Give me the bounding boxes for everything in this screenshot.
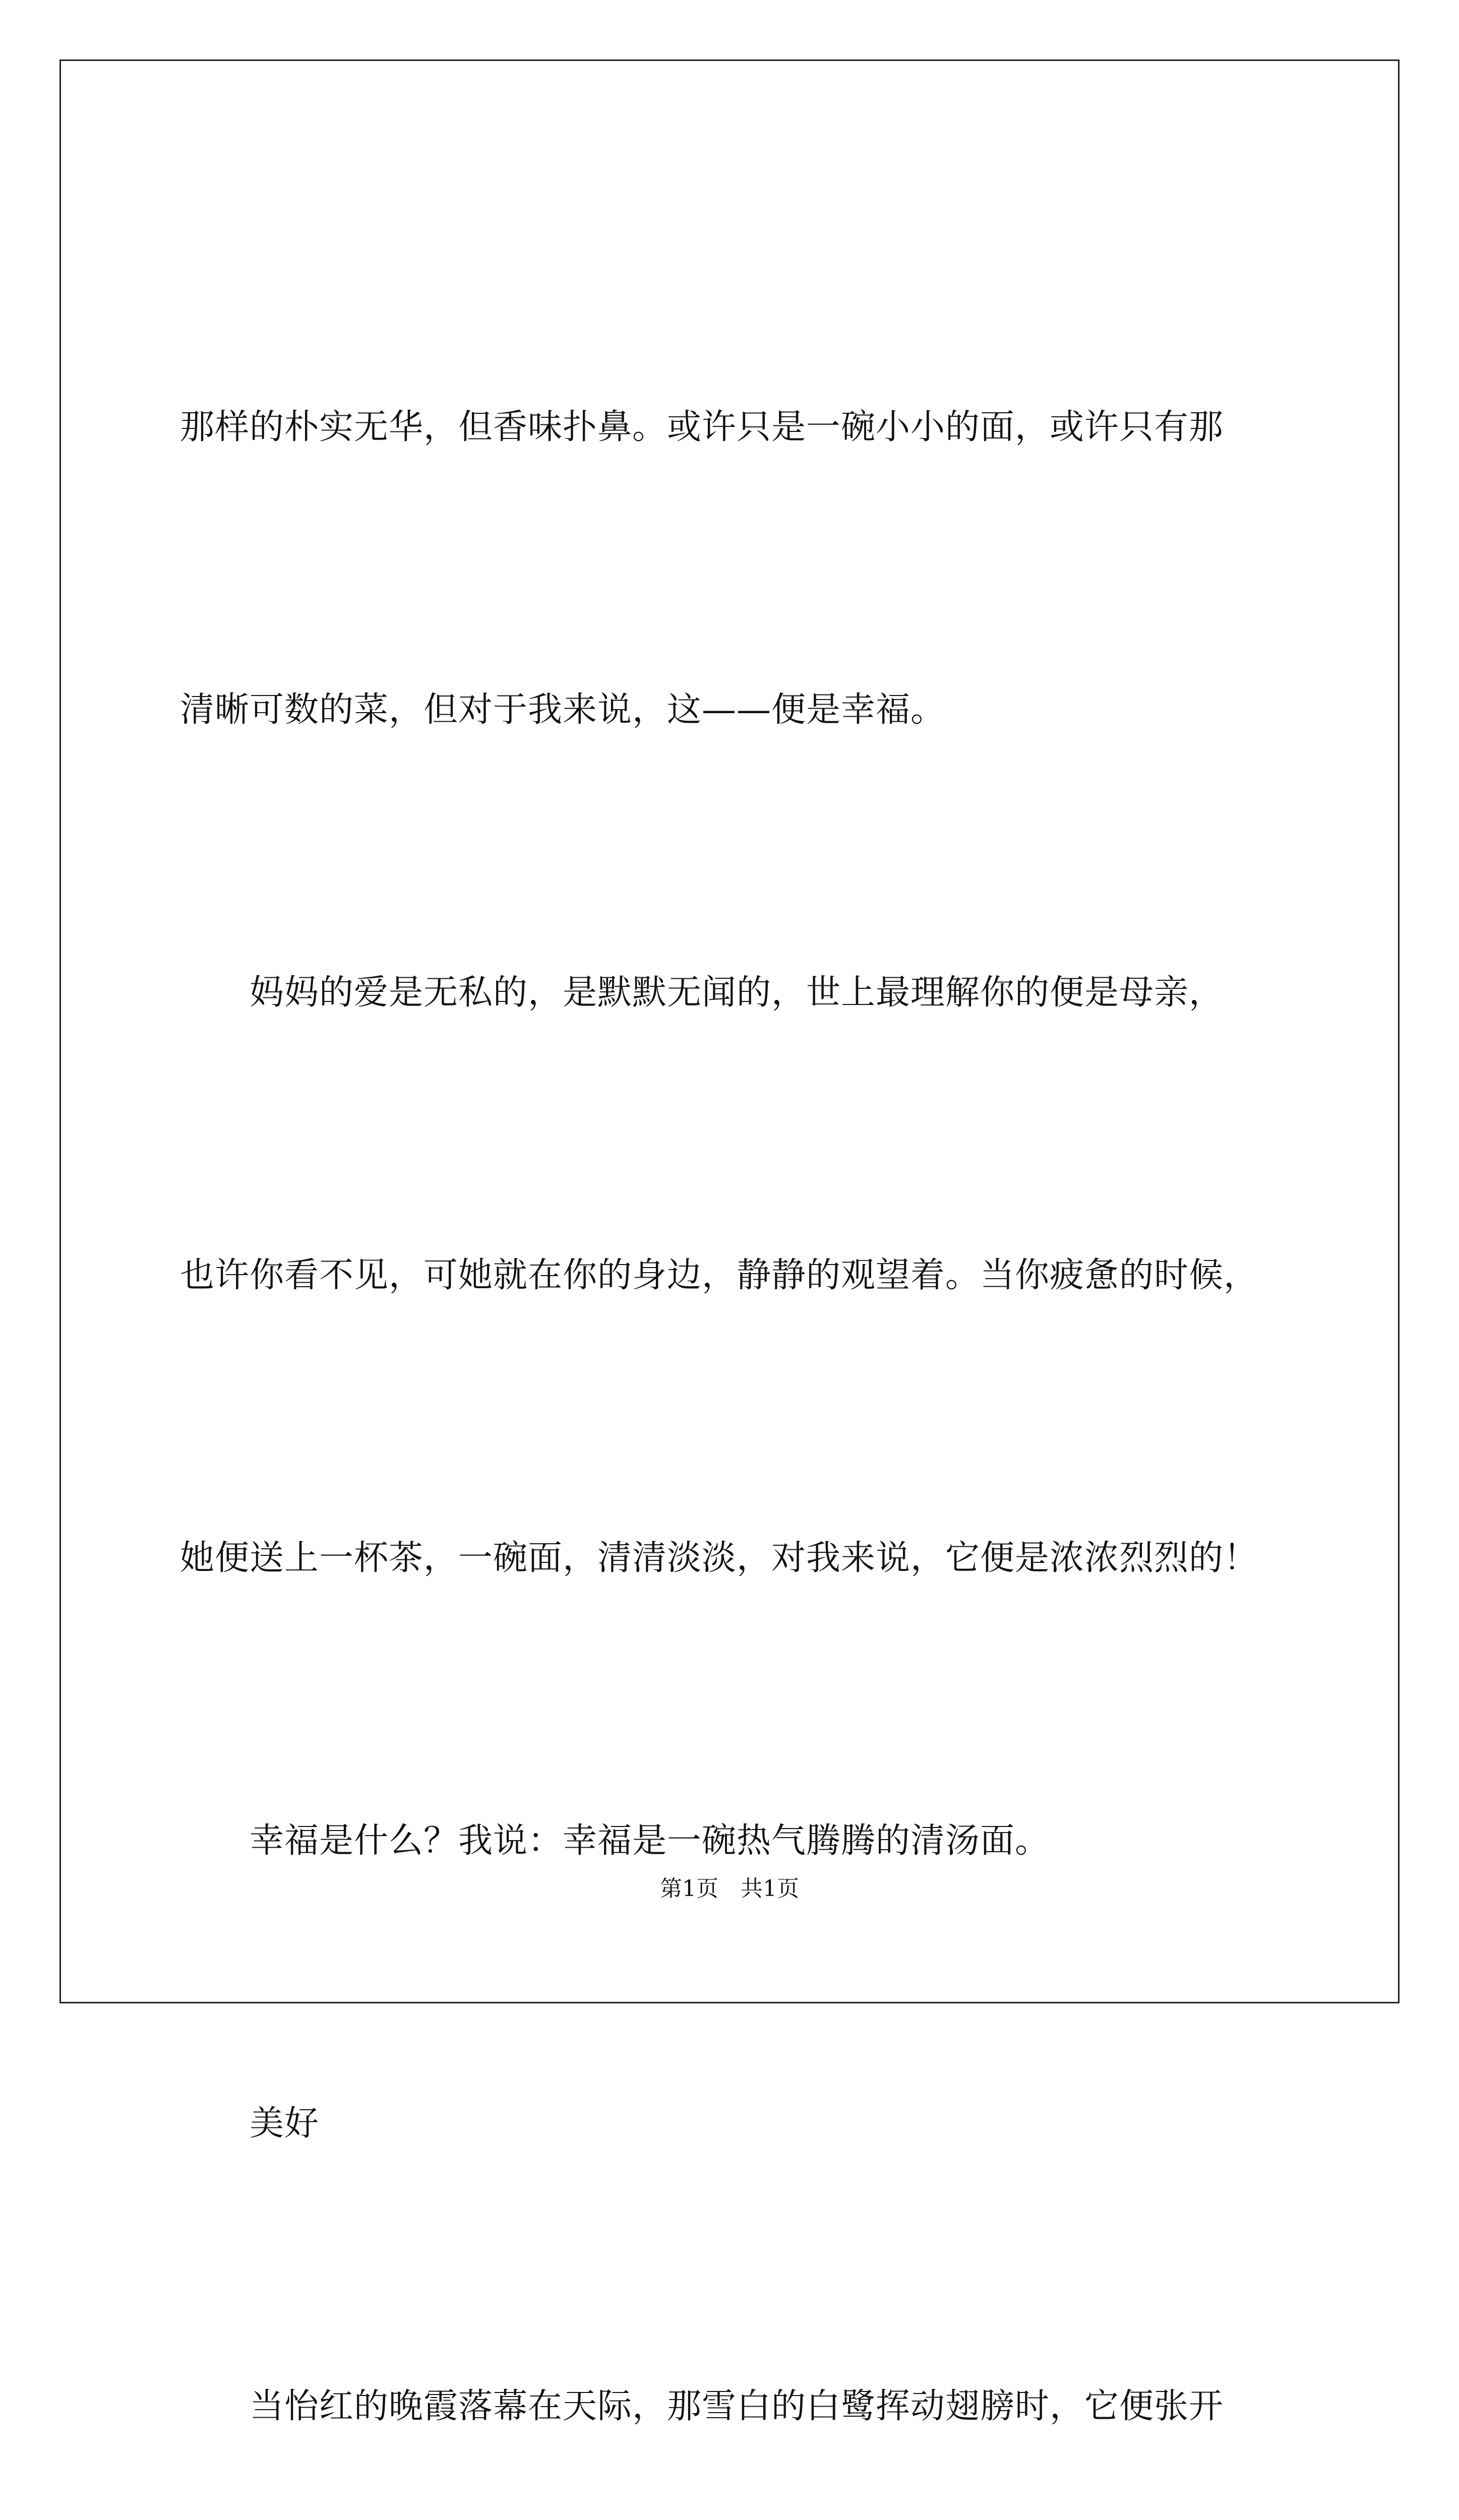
text-line: 幸福是什么？我说：幸福是一碗热气腾腾的清汤面。 (180, 1821, 1050, 1861)
page-number-footer: 第1页 共1页 (660, 1876, 799, 1902)
document-body (180, 192, 1319, 2520)
text-line: 她便送上一杯茶，一碗面，清清淡淡，对我来说，它便是浓浓烈烈的！ (180, 1538, 1259, 1578)
text-line: 当怡红的晚霞落幕在天际，那雪白的白鹭挥动翅膀时，它便张开 (180, 2386, 1224, 2426)
text-line: 也许你看不见，可她就在你的身边，静静的观望着。当你疲惫的时候， (180, 1255, 1259, 1295)
section-heading: 美好 (180, 2104, 320, 2144)
text-line: 妈妈的爱是无私的，是默默无闻的，世上最理解你的便是母亲， (180, 973, 1224, 1013)
text-line: 清晰可数的菜，但对于我来说，这——便是幸福。 (180, 690, 946, 730)
text-line: 那样的朴实无华，但香味扑鼻。或许只是一碗小小的面，或许只有那 (180, 407, 1224, 447)
